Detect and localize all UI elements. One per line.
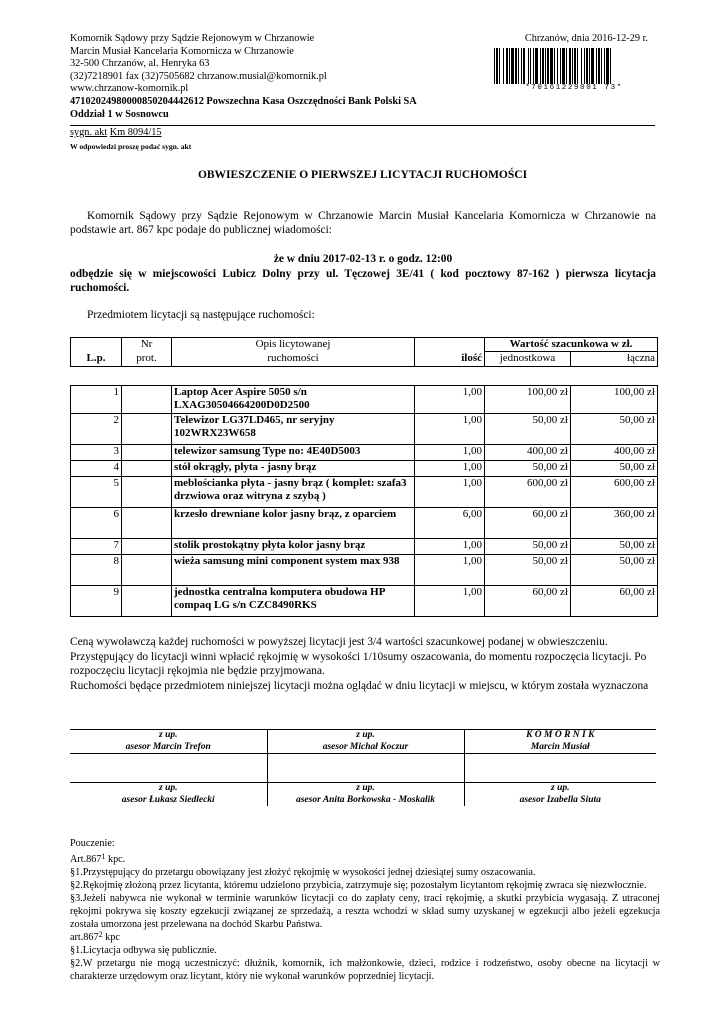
row-desc: krzesło drewniane kolor jasny brąz, z oparciem [172, 508, 415, 539]
header-desc: Opis licytowanej [172, 338, 415, 352]
signature-borkowska: z up. asesor Anita Borkowska - Moskalik [267, 783, 464, 807]
article-867-1: Art.867$^1$ kpc. [70, 852, 126, 865]
notice-heading: Pouczenie: [70, 838, 115, 849]
row-lp: 2 [71, 414, 122, 445]
legal-notice [70, 837, 660, 983]
row-qty: 1,00 [415, 386, 485, 414]
row-desc: wieża samsung mini component system max 938 [172, 555, 415, 586]
row-total: 60,00 zł [571, 586, 658, 617]
row-desc: stolik prostokątny płyta kolor jasny brąz [172, 539, 415, 555]
row-total: 100,00 zł [571, 386, 658, 414]
table-row [71, 461, 658, 477]
intro-paragraph: Komornik Sądowy przy Sądzie Rejonowym w Chrzanowie Marcin Musiał Kancelaria Komornicza w Chrzanowie na podstawie art. 867 kpc podaje do publicznej wiadomości: [70, 210, 656, 236]
header-desc-2: ruchomości [172, 352, 415, 367]
items-table-header [70, 337, 658, 367]
header-line: 32-500 Chrzanów, al. Henryka 63 [70, 58, 210, 70]
header-total: łączna [571, 352, 658, 367]
notice-paragraph: §2.W przetargu nie mogą uczestniczyć: dłużnik, komornik, ich małżonkowie, dzieci, rodzice i rodzeństwo, osoby obecne na licytacji w charakterze urzędowym oraz licytant, który nie wykonał warunków poprzedniej licytacji. [70, 958, 660, 982]
header-divider [70, 125, 655, 126]
table-row [71, 508, 658, 539]
header-qty: ilość [415, 352, 485, 367]
row-lp: 7 [71, 539, 122, 555]
terms-line: Ceną wywoławczą każdej ruchomości w powyższej licytacji jest 3/4 wartości szacunkowej podanej w obwieszczeniu. [70, 636, 608, 648]
notice-paragraph: §1.Licytacja odbywa się publicznie. [70, 945, 217, 956]
signature-koczur: z up. asesor Michał Koczur [267, 730, 464, 754]
notice-paragraph: §3.Jeżeli nabywca nie wykonał w terminie warunków licytacji co do zapłaty ceny, traci rękojmię, a skutki przybicia wygasają. Z utraconej rękojmi pokrywa się koszty egzekucji związanej ze sprzedażą, a reszta wchodzi w skład sumy uzyskanej w egzekucji albo jeżeli egzekucja została umorzona jest przelewana na dochód Skarbu Państwa. [70, 893, 660, 930]
row-total: 50,00 zł [571, 539, 658, 555]
row-qty: 1,00 [415, 586, 485, 617]
row-qty: 1,00 [415, 461, 485, 477]
row-unit: 50,00 zł [485, 539, 571, 555]
row-desc: Laptop Acer Aspire 5050 s/n LXAG30504664200D0D2500 [172, 386, 415, 414]
signature-trefon: z up. asesor Marcin Trefon [70, 730, 267, 754]
row-total: 50,00 zł [571, 555, 658, 586]
header-lp: L.p. [71, 352, 122, 367]
row-unit: 600,00 zł [485, 477, 571, 508]
bank-account: 47102024980000850204442612 Powszechna Kasa Oszczędności Bank Polski SA [70, 95, 417, 107]
row-lp: 5 [71, 477, 122, 508]
case-signature [70, 127, 162, 138]
row-desc: stół okrągły, płyta - jasny brąz [172, 461, 415, 477]
terms-paragraph [70, 635, 656, 693]
table-row [71, 539, 658, 555]
header-line: Marcin Musiał Kancelaria Komornicza w Chrzanowie [70, 45, 294, 57]
signature-komornik: K O M O R N I K Marcin Musiał [464, 730, 656, 754]
header-unit: jednostkowa [485, 352, 571, 367]
items-table [70, 385, 658, 617]
notice-paragraph: §1.Przystępujący do przetargu obowiązany jest złożyć rękojmię w wysokości jednej dziesiątej sumy oszacowania. [70, 867, 536, 878]
row-qty: 1,00 [415, 539, 485, 555]
row-qty: 1,00 [415, 555, 485, 586]
header-prot: prot. [122, 352, 172, 367]
signature-siuta: z up. asesor Izabella Siuta [464, 783, 656, 807]
header-value: Wartość szacunkowa w zł. [485, 338, 658, 352]
row-qty: 1,00 [415, 445, 485, 461]
row-desc: jednostka centralna komputera obudowa HP compaq LG s/n CZC8490RKS [172, 586, 415, 617]
signature-table [70, 729, 656, 806]
barcode-number: *70161229001 73* [525, 84, 623, 92]
row-unit: 60,00 zł [485, 508, 571, 539]
article-867-2: art.867$^2$ kpc [70, 930, 120, 943]
table-row [71, 586, 658, 617]
row-total: 400,00 zł [571, 445, 658, 461]
row-desc: Telewizor LG37LD465, nr seryjny 102WRX23W658 [172, 414, 415, 445]
header-nr: Nr [122, 338, 172, 352]
row-lp: 9 [71, 586, 122, 617]
bank-branch: Oddział 1 w Sosnowcu [70, 108, 169, 120]
row-unit: 50,00 zł [485, 414, 571, 445]
row-desc: telewizor samsung Type no: 4E40D5003 [172, 445, 415, 461]
row-desc: meblościanka płyta - jasny brąz ( komplet: szafa3 drzwiowa oraz witryna z szybą ) [172, 477, 415, 508]
document-title: OBWIESZCZENIE O PIERWSZEJ LICYTACJI RUCHOMOŚCI [197, 169, 528, 181]
row-total: 50,00 zł [571, 414, 658, 445]
table-row [71, 555, 658, 586]
row-qty: 1,00 [415, 477, 485, 508]
row-unit: 50,00 zł [485, 555, 571, 586]
row-total: 50,00 zł [571, 461, 658, 477]
barcode-image [494, 48, 654, 84]
row-lp: 4 [71, 461, 122, 477]
header-line: www.chrzanow-komornik.pl [70, 83, 189, 95]
row-qty: 6,00 [415, 508, 485, 539]
signature-siedlecki: z up. asesor Łukasz Siedlecki [70, 783, 267, 807]
terms-line: Przystępujący do licytacji winni wpłacić rękojmię w wysokości 1/10sumy oszacowania, do momentu rozpoczęcia licytacji. Po rozpoczęciu licytacji rękojmia nie będzie przyjmowana. [70, 650, 647, 677]
terms-line: Ruchomości będące przedmiotem niniejszej licytacji można oglądać w dniu licytacji w miejscu, w którym została wyznaczona [70, 679, 649, 692]
case-signature-label: sygn. akt [70, 127, 108, 138]
row-lp: 8 [71, 555, 122, 586]
office-header [70, 33, 510, 121]
row-qty: 1,00 [415, 414, 485, 445]
row-lp: 3 [71, 445, 122, 461]
reply-note: W odpowiedzi proszę podać sygn. akt [70, 142, 192, 151]
auction-date: że w dniu 2017-02-13 r. o godz. 12:00 [273, 253, 453, 265]
row-unit: 50,00 zł [485, 461, 571, 477]
row-unit: 100,00 zł [485, 386, 571, 414]
header-line: Komornik Sądowy przy Sądzie Rejonowym w Chrzanowie [70, 33, 315, 44]
table-row [71, 414, 658, 445]
subject-line: Przedmiotem licytacji są następujące ruchomości: [87, 309, 315, 321]
row-lp: 6 [71, 508, 122, 539]
row-unit: 60,00 zł [485, 586, 571, 617]
notice-paragraph: §2.Rękojmię złożoną przez licytanta, któremu udzielono przybicia, zatrzymuje się; pozostałym licytantom rękojmię zwraca się niezwłocznie. [70, 880, 647, 891]
table-row [71, 386, 658, 414]
table-row [71, 445, 658, 461]
header-line: (32)7218901 fax (32)7505682 chrzanow.musial@komornik.pl [70, 70, 327, 82]
row-total: 600,00 zł [571, 477, 658, 508]
case-signature-value: Km 8094/15 [109, 127, 162, 138]
document-date: Chrzanów, dnia 2016-12-29 r. [524, 33, 648, 44]
auction-location: odbędzie się w miejscowości Lubicz Dolny przy ul. Tęczowej 3E/41 ( kod pocztowy 87-162 ) pierwsza licytacja ruchomości. [70, 268, 656, 294]
row-lp: 1 [71, 386, 122, 414]
row-total: 360,00 zł [571, 508, 658, 539]
row-unit: 400,00 zł [485, 445, 571, 461]
table-row [71, 477, 658, 508]
